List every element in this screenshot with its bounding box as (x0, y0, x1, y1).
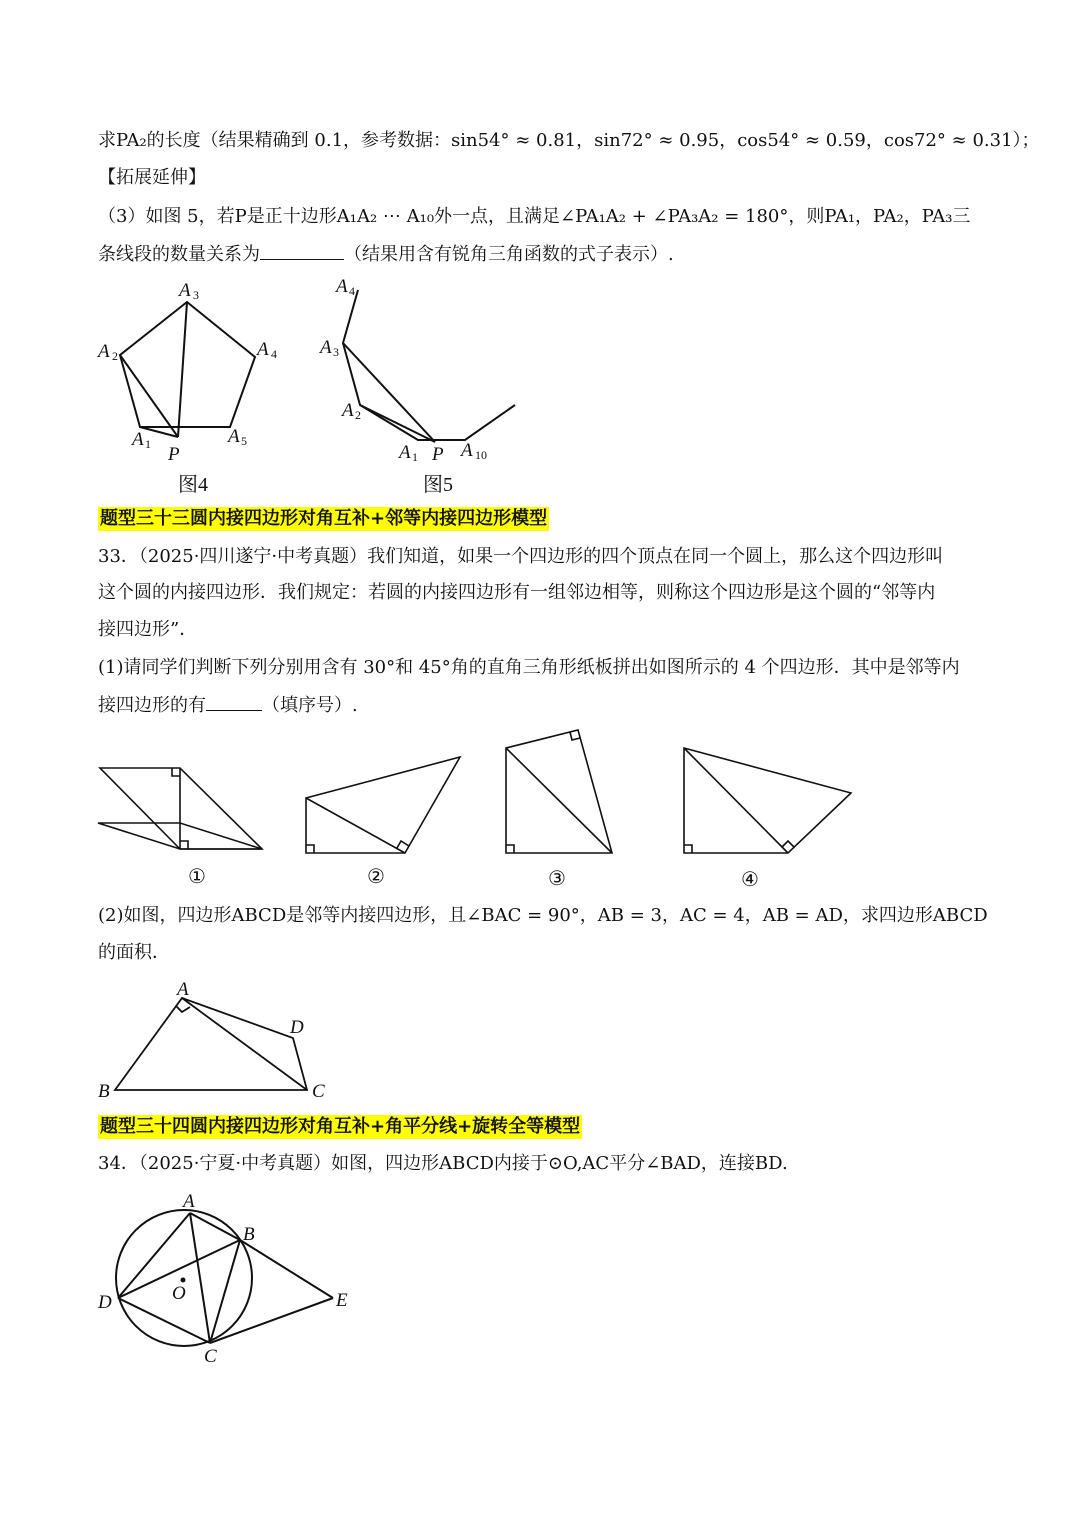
text-fragment: （填序号）. (262, 695, 358, 716)
shape-label-3: ③ (548, 868, 566, 890)
label-sub: 1 (145, 437, 151, 451)
shape-label-2: ② (367, 866, 385, 888)
label-a3: A (320, 337, 332, 358)
label-o: O (172, 1283, 186, 1304)
label-c: C (312, 1081, 325, 1102)
label-a2: A (342, 400, 354, 421)
figure-5 (343, 290, 515, 442)
text-line (98, 692, 988, 718)
label-a5: A (228, 426, 240, 447)
text-fragment: 条线段的数量关系为 (98, 244, 260, 265)
label-b: B (98, 1081, 110, 1102)
label-a: A (183, 1191, 195, 1212)
text-line: 求PA₂的长度（结果精确到 0.1，参考数据：sin54° ≈ 0.81，sin72° ≈ 0.95，cos54° ≈ 0.59，cos72° ≈ 0.31）； (98, 130, 1040, 151)
label-b: B (243, 1224, 255, 1245)
highlight-title: 题型三十四圆内接四边形对角互补+角平分线+旋转全等模型 (100, 1116, 581, 1137)
text-line: 这个圆的内接四边形．我们规定：若圆的内接四边形有一组邻边相等，则称这个四边形是这个圆的“邻等内 (98, 582, 936, 603)
figure-4-caption: 图4 (178, 474, 208, 496)
label-sub: 4 (349, 284, 355, 298)
text-line: 34．（2025·宁夏·中考真题）如图，四边形ABCD内接于⊙O,AC平分∠BAD，连接BD. (98, 1153, 788, 1174)
text-fragment: 接四边形的有 (98, 695, 206, 716)
figure-4 (120, 302, 255, 437)
text-line: （3）如图 5，若P是正十边形A₁A₂ ⋯ A₁₀外一点，且满足∠PA₁A₂ + ∠PA₃A₂ = 180°，则PA₁，PA₂，PA₃三 (98, 206, 971, 227)
label-a3: A (179, 280, 191, 301)
shape-label-1: ① (188, 866, 206, 888)
section-heading-extension: 【拓展延伸】 (98, 167, 206, 188)
answer-blank (206, 692, 262, 711)
shape-label-4: ④ (741, 869, 759, 891)
label-e: E (336, 1290, 348, 1311)
center-dot (181, 1278, 186, 1283)
figure-5-caption: 图5 (423, 474, 453, 496)
label-sub: 5 (241, 434, 247, 448)
text-line: 33．（2025·四川遂宁·中考真题）我们知道，如果一个四边形的四个顶点在同一个圆上，那么这个四边形叫 (98, 546, 944, 567)
label-d: D (290, 1017, 304, 1038)
figure-q34 (116, 1210, 333, 1346)
text-line: (2)如图，四边形ABCD是邻等内接四边形，且∠BAC = 90°，AB = 3，AC = 4，AB = AD，求四边形ABCD (98, 905, 988, 926)
label-a: A (177, 979, 189, 1000)
label-sub: 10 (475, 448, 487, 462)
label-p: P (168, 444, 180, 465)
label-sub: 3 (333, 345, 339, 359)
text-line: 接四边形”． (98, 619, 198, 640)
highlight-title: 题型三十三圆内接四边形对角互补+邻等内接四边形模型 (100, 508, 548, 529)
label-a1: A (132, 429, 144, 450)
label-a10: A (461, 440, 473, 461)
text-fragment: （结果用含有锐角三角函数的式子表示）. (344, 244, 674, 265)
label-p: P (432, 444, 444, 465)
label-sub: 2 (112, 349, 118, 363)
quadrilaterals (98, 730, 851, 853)
text-line: (1)请同学们判断下列分别用含有 30°和 45°角的直角三角形纸板拼出如图所示的 4 个四边形．其中是邻等内 (98, 657, 960, 678)
label-a2: A (98, 341, 110, 362)
label-d: D (98, 1292, 112, 1313)
label-a1: A (399, 442, 411, 463)
label-sub: 2 (355, 408, 361, 422)
label-a4: A (336, 276, 348, 297)
text-line: 的面积． (98, 942, 170, 963)
label-a4: A (257, 339, 269, 360)
section-title-34 (98, 1115, 988, 1139)
label-sub: 4 (271, 347, 277, 361)
section-title-33 (98, 507, 988, 531)
label-sub: 3 (193, 288, 199, 302)
label-sub: 1 (412, 450, 418, 464)
figure-q33 (115, 998, 307, 1090)
label-c: C (204, 1346, 217, 1367)
